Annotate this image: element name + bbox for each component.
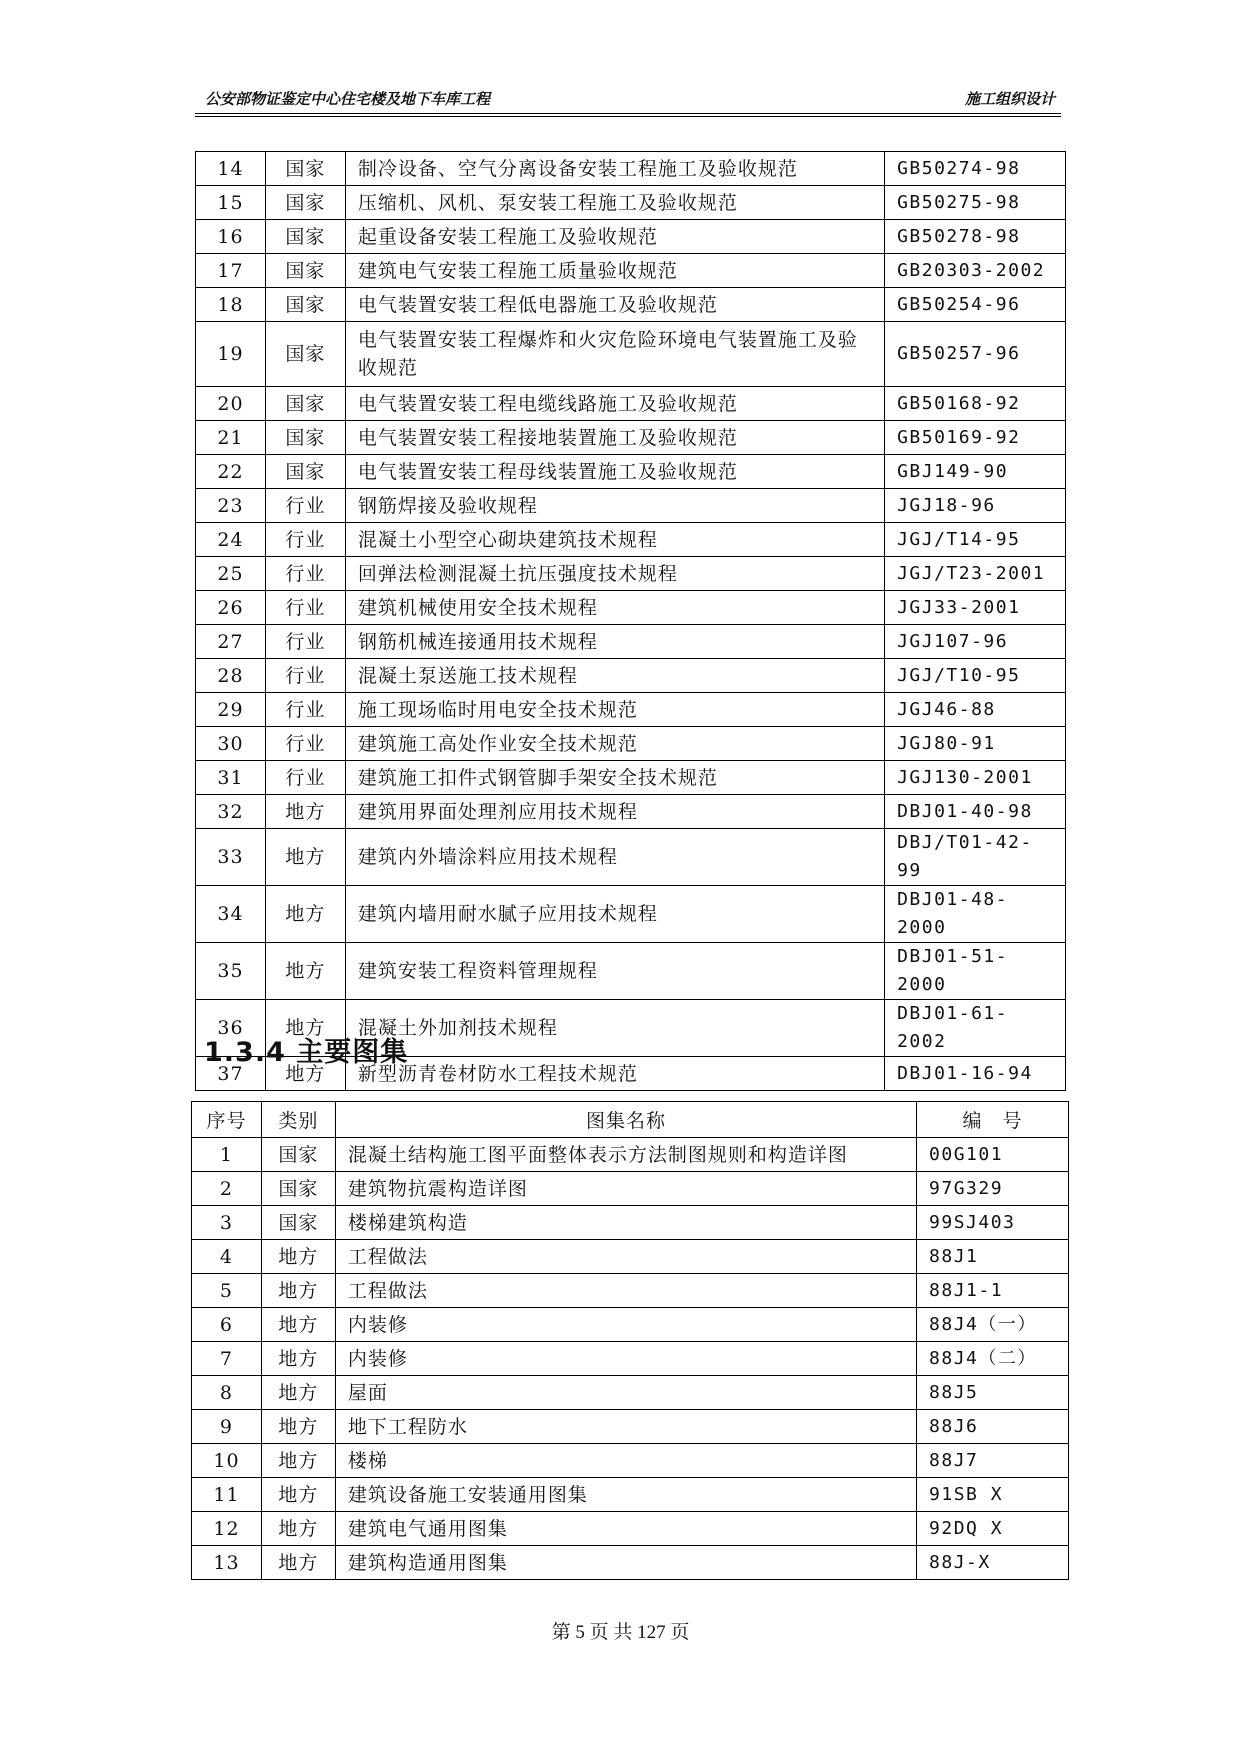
row-category: 地方 [265, 795, 345, 829]
row-code: DBJ/T01-42-99 [885, 829, 1066, 886]
row-name: 建筑机械使用安全技术规程 [345, 591, 884, 625]
row-code: GB50169-92 [885, 421, 1066, 455]
row-number: 9 [192, 1410, 262, 1444]
row-category: 地方 [265, 829, 345, 886]
row-number: 22 [196, 455, 266, 489]
table-row [196, 489, 1066, 523]
row-category: 国家 [265, 220, 345, 254]
row-name: 混凝土结构施工图平面整体表示方法制图规则和构造详图 [335, 1138, 916, 1172]
row-number: 12 [192, 1512, 262, 1546]
row-code: GB50257-96 [885, 322, 1066, 387]
row-code: 91SB X [917, 1478, 1069, 1512]
row-category: 地方 [265, 886, 345, 943]
row-number: 31 [196, 761, 266, 795]
row-name: 电气装置安装工程母线装置施工及验收规范 [345, 455, 884, 489]
row-category: 地方 [261, 1512, 335, 1546]
standards-table [195, 151, 1066, 1091]
table-row [192, 1478, 1069, 1512]
row-name: 施工现场临时用电安全技术规范 [345, 693, 884, 727]
row-name: 建筑内外墙涂料应用技术规程 [345, 829, 884, 886]
row-name: 楼梯 [335, 1444, 916, 1478]
row-code: DBJ01-61-2002 [885, 1000, 1066, 1057]
col-header-category: 类别 [261, 1102, 335, 1138]
row-code: GBJ149-90 [885, 455, 1066, 489]
row-name: 起重设备安装工程施工及验收规范 [345, 220, 884, 254]
row-code: 99SJ403 [917, 1206, 1069, 1240]
row-category: 行业 [265, 489, 345, 523]
row-number: 8 [192, 1376, 262, 1410]
row-code: 88J-X [917, 1546, 1069, 1580]
col-header-code: 编 号 [917, 1102, 1069, 1138]
row-name: 建筑内墙用耐水腻子应用技术规程 [345, 886, 884, 943]
row-code: 88J4（一） [917, 1308, 1069, 1342]
row-category: 地方 [261, 1342, 335, 1376]
row-code: 88J1 [917, 1240, 1069, 1274]
row-code: GB50275-98 [885, 186, 1066, 220]
row-name: 混凝土小型空心砌块建筑技术规程 [345, 523, 884, 557]
row-code: 92DQ X [917, 1512, 1069, 1546]
table-row [192, 1206, 1069, 1240]
row-category: 行业 [265, 557, 345, 591]
row-name: 地下工程防水 [335, 1410, 916, 1444]
row-code: GB50274-98 [885, 152, 1066, 186]
row-number: 27 [196, 625, 266, 659]
table-row [196, 795, 1066, 829]
row-name: 电气装置安装工程电缆线路施工及验收规范 [345, 387, 884, 421]
row-name: 混凝土泵送施工技术规程 [345, 659, 884, 693]
row-category: 行业 [265, 659, 345, 693]
table-row [192, 1546, 1069, 1580]
row-code: 88J1-1 [917, 1274, 1069, 1308]
row-code: DBJ01-16-94 [885, 1057, 1066, 1091]
table-row [192, 1240, 1069, 1274]
table-row [192, 1172, 1069, 1206]
col-header-no: 序号 [192, 1102, 262, 1138]
row-name: 工程做法 [335, 1240, 916, 1274]
row-category: 行业 [265, 591, 345, 625]
table-row [196, 761, 1066, 795]
row-code: JGJ80-91 [885, 727, 1066, 761]
table-row [196, 288, 1066, 322]
row-category: 国家 [261, 1138, 335, 1172]
row-number: 11 [192, 1478, 262, 1512]
row-category: 行业 [265, 523, 345, 557]
row-number: 17 [196, 254, 266, 288]
row-name: 建筑施工高处作业安全技术规范 [345, 727, 884, 761]
table-row [196, 625, 1066, 659]
row-number: 32 [196, 795, 266, 829]
row-number: 26 [196, 591, 266, 625]
row-number: 7 [192, 1342, 262, 1376]
row-category: 国家 [261, 1206, 335, 1240]
row-category: 国家 [261, 1172, 335, 1206]
row-category: 地方 [265, 943, 345, 1000]
table-row [196, 659, 1066, 693]
row-name: 钢筋焊接及验收规程 [345, 489, 884, 523]
table-row [196, 421, 1066, 455]
table-row [196, 387, 1066, 421]
row-number: 18 [196, 288, 266, 322]
row-category: 地方 [261, 1410, 335, 1444]
row-number: 29 [196, 693, 266, 727]
row-name: 建筑用界面处理剂应用技术规程 [345, 795, 884, 829]
row-name: 电气装置安装工程爆炸和火灾危险环境电气装置施工及验收规范 [345, 322, 884, 387]
row-name: 新型沥青卷材防水工程技术规范 [345, 1057, 884, 1091]
row-category: 地方 [261, 1274, 335, 1308]
row-number: 15 [196, 186, 266, 220]
row-number: 19 [196, 322, 266, 387]
row-code: 88J4（二） [917, 1342, 1069, 1376]
row-name: 建筑安装工程资料管理规程 [345, 943, 884, 1000]
row-name: 建筑电气通用图集 [335, 1512, 916, 1546]
row-name: 制冷设备、空气分离设备安装工程施工及验收规范 [345, 152, 884, 186]
row-category: 国家 [265, 387, 345, 421]
row-name: 楼梯建筑构造 [335, 1206, 916, 1240]
row-category: 地方 [261, 1478, 335, 1512]
row-code: JGJ18-96 [885, 489, 1066, 523]
row-category: 地方 [261, 1376, 335, 1410]
table-row [192, 1410, 1069, 1444]
row-category: 国家 [265, 152, 345, 186]
row-name: 工程做法 [335, 1274, 916, 1308]
row-number: 36 [196, 1000, 266, 1057]
table-row [196, 220, 1066, 254]
row-number: 1 [192, 1138, 262, 1172]
table-row [192, 1138, 1069, 1172]
row-number: 37 [196, 1057, 266, 1091]
row-name: 电气装置安装工程接地装置施工及验收规范 [345, 421, 884, 455]
row-name: 建筑设备施工安装通用图集 [335, 1478, 916, 1512]
row-category: 行业 [265, 761, 345, 795]
table-row [196, 455, 1066, 489]
row-number: 16 [196, 220, 266, 254]
row-name: 压缩机、风机、泵安装工程施工及验收规范 [345, 186, 884, 220]
table-row [196, 727, 1066, 761]
row-code: DBJ01-51-2000 [885, 943, 1066, 1000]
row-number: 3 [192, 1206, 262, 1240]
row-category: 地方 [261, 1444, 335, 1478]
row-number: 14 [196, 152, 266, 186]
row-number: 25 [196, 557, 266, 591]
row-category: 地方 [265, 1057, 345, 1091]
section-title: 1.3.4 主要图集 [204, 1037, 409, 1068]
table-row [196, 322, 1066, 387]
row-code: JGJ46-88 [885, 693, 1066, 727]
row-code: JGJ/T14-95 [885, 523, 1066, 557]
row-number: 23 [196, 489, 266, 523]
row-category: 国家 [265, 288, 345, 322]
header-divider [195, 113, 1061, 117]
project-title: 公安部物证鉴定中心住宅楼及地下车库工程 [205, 90, 491, 108]
row-number: 21 [196, 421, 266, 455]
table-row [192, 1274, 1069, 1308]
table-row [196, 886, 1066, 943]
row-code: 88J5 [917, 1376, 1069, 1410]
row-code: 88J6 [917, 1410, 1069, 1444]
row-name: 钢筋机械连接通用技术规程 [345, 625, 884, 659]
table-row [196, 254, 1066, 288]
atlas-table-header [192, 1102, 1069, 1138]
row-code: JGJ33-2001 [885, 591, 1066, 625]
row-category: 行业 [265, 625, 345, 659]
table-row [196, 152, 1066, 186]
row-number: 2 [192, 1172, 262, 1206]
row-category: 国家 [265, 455, 345, 489]
row-category: 地方 [265, 1000, 345, 1057]
row-name: 回弹法检测混凝土抗压强度技术规程 [345, 557, 884, 591]
row-code: 00G101 [917, 1138, 1069, 1172]
row-number: 33 [196, 829, 266, 886]
table-row [196, 693, 1066, 727]
row-code: DBJ01-48-2000 [885, 886, 1066, 943]
row-code: 97G329 [917, 1172, 1069, 1206]
row-category: 行业 [265, 727, 345, 761]
row-number: 28 [196, 659, 266, 693]
row-code: GB50168-92 [885, 387, 1066, 421]
table-row [192, 1308, 1069, 1342]
table-row [192, 1512, 1069, 1546]
table-row [192, 1342, 1069, 1376]
table-row [196, 557, 1066, 591]
row-name: 建筑构造通用图集 [335, 1546, 916, 1580]
row-category: 国家 [265, 186, 345, 220]
table-row [196, 523, 1066, 557]
row-code: JGJ/T10-95 [885, 659, 1066, 693]
row-number: 20 [196, 387, 266, 421]
row-number: 5 [192, 1274, 262, 1308]
row-code: GB50278-98 [885, 220, 1066, 254]
table-row [196, 591, 1066, 625]
document-type: 施工组织设计 [964, 90, 1055, 108]
row-name: 屋面 [335, 1376, 916, 1410]
row-name: 内装修 [335, 1342, 916, 1376]
row-code: JGJ130-2001 [885, 761, 1066, 795]
row-name: 建筑物抗震构造详图 [335, 1172, 916, 1206]
row-category: 地方 [261, 1240, 335, 1274]
col-header-name: 图集名称 [335, 1102, 916, 1138]
row-number: 10 [192, 1444, 262, 1478]
table-row [192, 1444, 1069, 1478]
atlas-table [191, 1101, 1069, 1580]
table-row [192, 1376, 1069, 1410]
row-code: DBJ01-40-98 [885, 795, 1066, 829]
page-footer: 第 5 页 共 127 页 [551, 1622, 690, 1643]
row-name: 混凝土外加剂技术规程 [345, 1000, 884, 1057]
row-number: 24 [196, 523, 266, 557]
row-code: JGJ107-96 [885, 625, 1066, 659]
row-number: 4 [192, 1240, 262, 1274]
row-code: 88J7 [917, 1444, 1069, 1478]
row-category: 国家 [265, 322, 345, 387]
row-name: 建筑施工扣件式钢管脚手架安全技术规范 [345, 761, 884, 795]
row-code: GB20303-2002 [885, 254, 1066, 288]
row-code: JGJ/T23-2001 [885, 557, 1066, 591]
table-row [196, 943, 1066, 1000]
row-number: 35 [196, 943, 266, 1000]
row-name: 建筑电气安装工程施工质量验收规范 [345, 254, 884, 288]
row-category: 地方 [261, 1308, 335, 1342]
row-number: 34 [196, 886, 266, 943]
row-number: 13 [192, 1546, 262, 1580]
table-row [196, 186, 1066, 220]
table-row [196, 829, 1066, 886]
row-category: 国家 [265, 421, 345, 455]
row-name: 电气装置安装工程低电器施工及验收规范 [345, 288, 884, 322]
row-number: 6 [192, 1308, 262, 1342]
row-code: GB50254-96 [885, 288, 1066, 322]
row-name: 内装修 [335, 1308, 916, 1342]
row-number: 30 [196, 727, 266, 761]
row-category: 行业 [265, 693, 345, 727]
row-category: 地方 [261, 1546, 335, 1580]
row-category: 国家 [265, 254, 345, 288]
